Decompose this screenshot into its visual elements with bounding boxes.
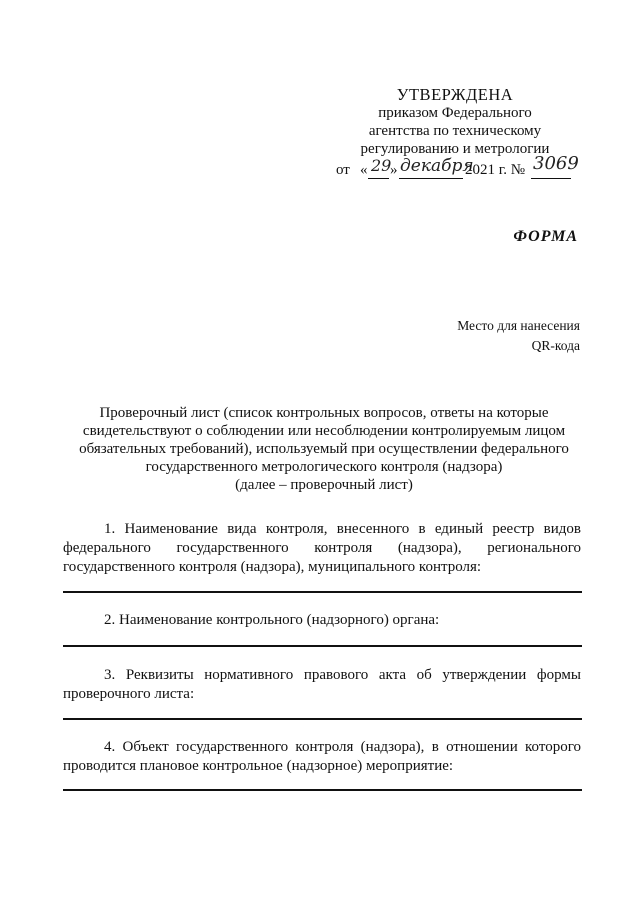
date-year-number-label: 2021 г. № xyxy=(465,162,526,178)
checklist-item-text: 3. Реквизиты нормативного правового акта об утверждении формы проверочного листа: xyxy=(63,667,581,702)
answer-line-3 xyxy=(63,718,582,720)
checklist-item-2 xyxy=(63,611,581,630)
approval-line-3: регулированию и метрологии xyxy=(360,141,550,157)
document-title xyxy=(70,404,578,494)
document-title-line: Проверочный лист (список контрольных вопросов, ответы на которые xyxy=(99,405,549,421)
document-title-line: (далее – проверочный лист) xyxy=(235,477,413,493)
day-underline xyxy=(368,178,389,179)
approval-line-2: агентства по техническому xyxy=(368,123,542,139)
date-prefix: от xyxy=(336,162,350,178)
checklist-item-text: 1. Наименование вида контроля, внесенного в единый реестр видов федерального государственного контроля (надзора), регионального государственного контроля (надзора), муниципального контроля: xyxy=(63,521,581,575)
answer-line-4 xyxy=(63,789,582,791)
document-number-handwritten: 3069 xyxy=(533,153,579,174)
checklist-item-text: 4. Объект государственного контроля (надзора), в отношении которого проводится плановое контрольное (надзорное) мероприятие: xyxy=(63,739,581,774)
checklist-item-3 xyxy=(63,666,581,704)
document-title-line: свидетельствуют о соблюдении или несоблюдении контролируемым лицом xyxy=(82,423,566,439)
answer-line-2 xyxy=(63,645,582,647)
form-label: ФОРМА xyxy=(513,228,578,245)
date-close-quote: » xyxy=(390,162,398,178)
document-title-line: государственного метрологического контроля (надзора) xyxy=(145,459,503,475)
date-day-handwritten: 29 xyxy=(371,156,392,175)
approval-date-line xyxy=(330,153,580,181)
date-open-quote: « xyxy=(360,162,368,178)
approval-line-1: приказом Федерального xyxy=(378,105,532,121)
checklist-item-text: 2. Наименование контрольного (надзорного) органа: xyxy=(104,612,440,628)
qr-code-placeholder xyxy=(420,316,580,356)
number-underline xyxy=(531,178,571,179)
checklist-item-1 xyxy=(63,520,581,577)
document-title-line: обязательных требований), используемый при осуществлении федерального xyxy=(79,441,569,457)
approval-stamp xyxy=(330,86,580,181)
date-month-handwritten: декабря xyxy=(400,156,474,176)
month-underline xyxy=(399,178,463,179)
answer-line-1 xyxy=(63,591,582,593)
qr-note-line-1: Место для нанесения xyxy=(457,318,580,333)
qr-note-line-2: QR-кода xyxy=(531,338,580,353)
approval-title: УТВЕРЖДЕНА xyxy=(396,85,514,104)
checklist-item-4 xyxy=(63,738,581,776)
